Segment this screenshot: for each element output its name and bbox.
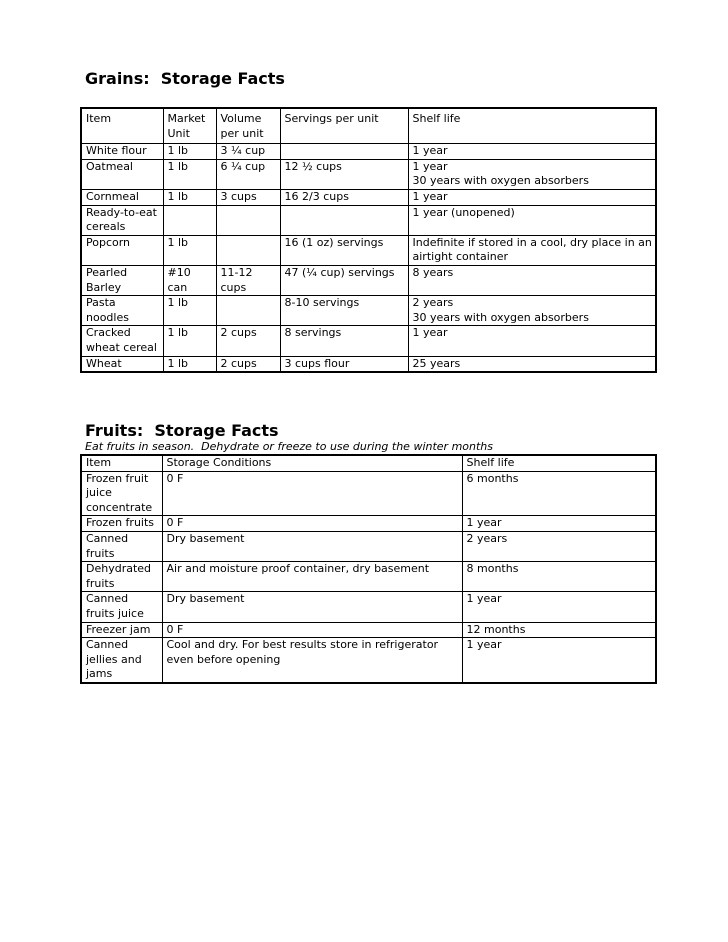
table-cell: 1 lb — [163, 356, 216, 372]
table-row — [81, 326, 656, 356]
table-row — [81, 265, 656, 295]
table-cell: 1 year (unopened) — [408, 205, 656, 235]
table-cell: 47 (¼ cup) servings — [280, 265, 408, 295]
table-row — [81, 516, 656, 532]
table-cell: 8-10 servings — [280, 296, 408, 326]
grains-storage-table — [80, 107, 657, 373]
table-cell: Cornmeal — [81, 189, 163, 205]
table-cell: 1 year — [408, 144, 656, 160]
table-row — [81, 622, 656, 638]
table-row — [81, 144, 656, 160]
table-cell: 12 ½ cups — [280, 159, 408, 189]
table-cell: 0 F — [162, 516, 462, 532]
grains-section-title: Grains: Storage Facts — [85, 69, 285, 88]
fruits-column-header: Storage Conditions — [162, 455, 462, 471]
grains-column-header: Servings per unit — [280, 108, 408, 144]
table-cell — [216, 205, 280, 235]
table-cell: Wheat — [81, 356, 163, 372]
table-cell: 3 cups — [216, 189, 280, 205]
table-cell: 3 ¼ cup — [216, 144, 280, 160]
table-cell: 1 lb — [163, 189, 216, 205]
table-row — [81, 471, 656, 516]
fruits-header-row — [81, 455, 656, 471]
table-row — [81, 159, 656, 189]
table-row — [81, 235, 656, 265]
table-cell: Air and moisture proof container, dry basement — [162, 562, 462, 592]
table-cell — [280, 144, 408, 160]
table-cell: 2 cups — [216, 356, 280, 372]
table-cell: 16 (1 oz) servings — [280, 235, 408, 265]
table-cell: 1 lb — [163, 159, 216, 189]
table-cell: Ready-to-eat cereals — [81, 205, 163, 235]
table-cell: Canned fruits — [81, 531, 162, 561]
table-cell — [216, 296, 280, 326]
table-cell: 1 year — [462, 516, 656, 532]
table-cell: Canned jellies and jams — [81, 638, 162, 683]
table-row — [81, 562, 656, 592]
table-cell: Indefinite if stored in a cool, dry place in an airtight container — [408, 235, 656, 265]
grains-column-header: Market Unit — [163, 108, 216, 144]
table-cell: Oatmeal — [81, 159, 163, 189]
table-cell: Frozen fruits — [81, 516, 162, 532]
table-cell: Cool and dry. For best results store in refrigerator even before opening — [162, 638, 462, 683]
table-cell: Cracked wheat cereal — [81, 326, 163, 356]
table-cell: 3 cups flour — [280, 356, 408, 372]
table-cell: Canned fruits juice — [81, 592, 162, 622]
table-cell: 1 lb — [163, 296, 216, 326]
table-cell: 6 months — [462, 471, 656, 516]
table-cell: 1 year 30 years with oxygen absorbers — [408, 159, 656, 189]
table-cell: White flour — [81, 144, 163, 160]
table-cell: Freezer jam — [81, 622, 162, 638]
table-cell: 8 years — [408, 265, 656, 295]
table-cell: 1 lb — [163, 144, 216, 160]
fruits-section-title: Fruits: Storage Facts — [85, 421, 279, 440]
fruits-column-header: Item — [81, 455, 162, 471]
table-row — [81, 531, 656, 561]
fruits-storage-table — [80, 454, 657, 684]
table-cell: 1 lb — [163, 235, 216, 265]
table-cell: 1 lb — [163, 326, 216, 356]
table-cell: Dry basement — [162, 531, 462, 561]
table-cell: 16 2/3 cups — [280, 189, 408, 205]
table-row — [81, 638, 656, 683]
table-row — [81, 592, 656, 622]
table-cell: 8 months — [462, 562, 656, 592]
table-cell: Frozen fruit juice concentrate — [81, 471, 162, 516]
table-cell: 1 year — [408, 326, 656, 356]
table-cell: 11-12 cups — [216, 265, 280, 295]
table-row — [81, 296, 656, 326]
table-row — [81, 205, 656, 235]
grains-column-header: Volume per unit — [216, 108, 280, 144]
table-cell: 2 years — [462, 531, 656, 561]
table-cell: 25 years — [408, 356, 656, 372]
table-cell: 1 year — [462, 638, 656, 683]
fruits-section-subtitle: Eat fruits in season. Dehydrate or freeze to use during the winter months — [85, 440, 494, 453]
grains-header-row — [81, 108, 656, 144]
table-cell: Dehydrated fruits — [81, 562, 162, 592]
table-cell: 1 year — [462, 592, 656, 622]
table-cell — [216, 235, 280, 265]
table-cell: 1 year — [408, 189, 656, 205]
fruits-column-header: Shelf life — [462, 455, 656, 471]
table-cell: 12 months — [462, 622, 656, 638]
table-cell: Dry basement — [162, 592, 462, 622]
table-cell: Popcorn — [81, 235, 163, 265]
table-cell: Pearled Barley — [81, 265, 163, 295]
table-cell: 0 F — [162, 622, 462, 638]
table-row — [81, 356, 656, 372]
grains-column-header: Shelf life — [408, 108, 656, 144]
table-cell: 8 servings — [280, 326, 408, 356]
table-cell: 6 ¼ cup — [216, 159, 280, 189]
table-cell: Pasta noodles — [81, 296, 163, 326]
table-cell: #10 can — [163, 265, 216, 295]
table-cell: 2 cups — [216, 326, 280, 356]
table-cell — [163, 205, 216, 235]
table-cell — [280, 205, 408, 235]
grains-column-header: Item — [81, 108, 163, 144]
table-cell: 0 F — [162, 471, 462, 516]
table-cell: 2 years 30 years with oxygen absorbers — [408, 296, 656, 326]
table-row — [81, 189, 656, 205]
